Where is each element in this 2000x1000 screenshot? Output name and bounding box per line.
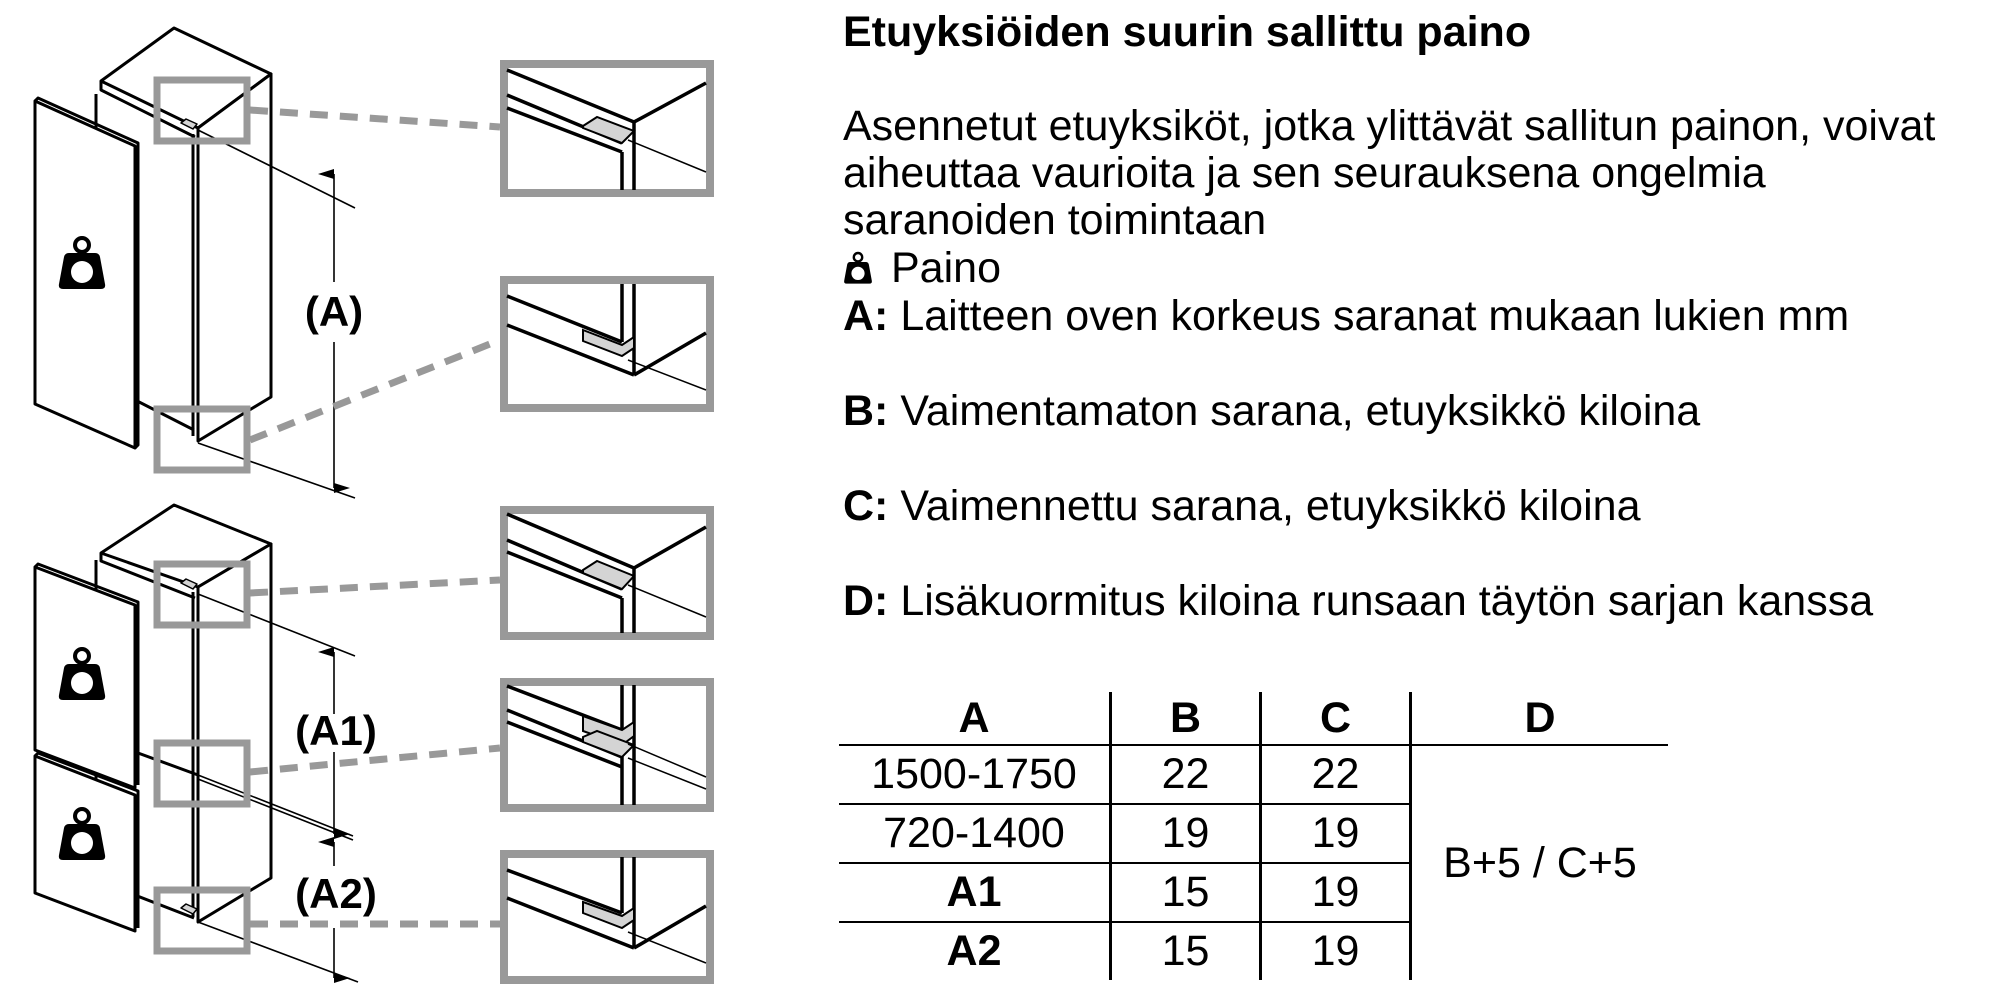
single-door-cabinet	[35, 28, 271, 448]
description	[843, 103, 1935, 244]
description-line-1: Asennetut etuyksiköt, jotka ylittävät sallitun painon, voivat	[843, 102, 1936, 150]
cell-d-merged: B+5 / C+5	[1411, 745, 1669, 980]
page-title: Etuyksiöiden suurin sallittu paino	[843, 8, 1532, 56]
legend-weight-label: Paino	[891, 244, 1001, 292]
table-header-row	[839, 692, 1668, 745]
legend-c	[843, 482, 1640, 531]
cell-c: 19	[1261, 863, 1411, 922]
cell-b: 19	[1111, 804, 1261, 863]
cell-b: 15	[1111, 922, 1261, 980]
legend-weight	[843, 244, 1001, 293]
header-d: D	[1524, 693, 1556, 742]
header-a: A	[839, 692, 1111, 745]
two-door-cabinet	[35, 505, 271, 931]
cell-a: A1	[839, 863, 1111, 922]
legend-d-text: Lisäkuormitus kiloina runsaan täytön sarjan kanssa	[900, 577, 1874, 625]
detail-top-hinge	[507, 70, 706, 190]
legend-a-key: A:	[843, 292, 889, 340]
label-a: (A)	[304, 288, 364, 335]
cell-b: 15	[1111, 863, 1261, 922]
detail-bottom-hinge	[507, 284, 706, 390]
cell-c: 19	[1261, 922, 1411, 980]
legend-b-key: B:	[843, 387, 889, 435]
header-b: B	[1111, 692, 1261, 745]
detail-middle-hinge	[507, 685, 706, 805]
label-a2: (A2)	[295, 870, 377, 917]
legend-a	[843, 292, 1849, 341]
weight-icon	[843, 250, 873, 286]
cell-a: 720-1400	[839, 804, 1111, 863]
table-row	[839, 745, 1668, 804]
detail-top-hinge-2	[507, 514, 706, 633]
cell-c: 19	[1261, 804, 1411, 863]
legend-d-key: D:	[843, 577, 889, 625]
cell-a: A2	[839, 922, 1111, 980]
legend-b	[843, 387, 1700, 436]
legend-c-key: C:	[843, 482, 889, 530]
description-line-2: aiheuttaa vaurioita ja sen seurauksena ongelmia	[843, 149, 1766, 197]
description-line-3: saranoiden toimintaan	[843, 196, 1267, 244]
cell-b: 22	[1111, 745, 1261, 804]
weight-table	[839, 692, 1668, 980]
legend-c-text: Vaimennettu sarana, etuyksikkö kiloina	[900, 482, 1641, 530]
header-c: C	[1261, 692, 1411, 745]
detail-bottom-hinge-2	[507, 857, 706, 963]
label-a1: (A1)	[295, 707, 377, 754]
cell-c: 22	[1261, 745, 1411, 804]
legend-b-text: Vaimentamaton sarana, etuyksikkö kiloina	[900, 387, 1701, 435]
hinge-diagram	[0, 0, 830, 1000]
legend-a-text: Laitteen oven korkeus saranat mukaan lukien mm	[900, 292, 1850, 340]
cell-a: 1500-1750	[839, 745, 1111, 804]
legend-d	[843, 577, 1873, 626]
